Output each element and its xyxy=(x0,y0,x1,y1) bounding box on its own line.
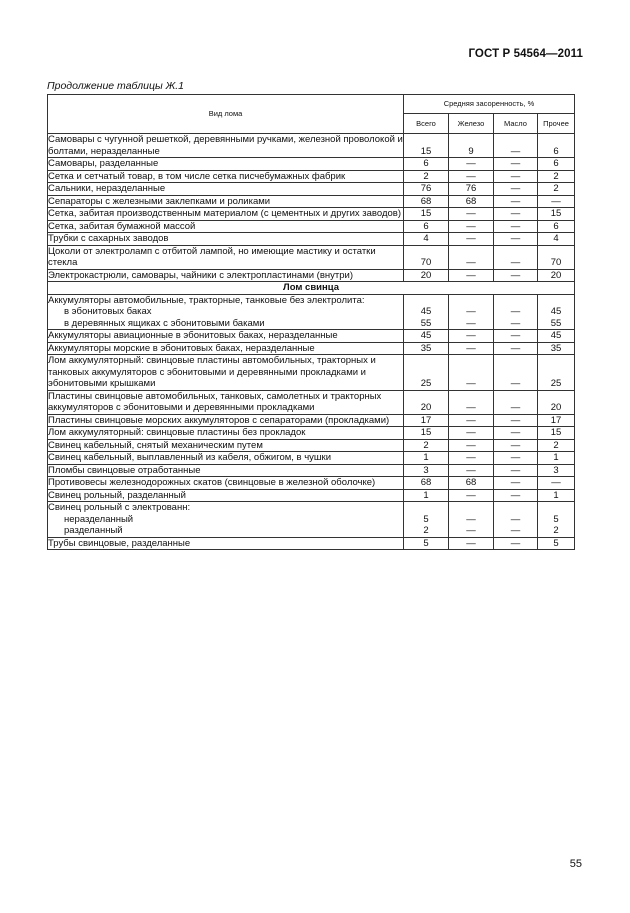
table-row xyxy=(48,245,575,269)
cell-oil: — xyxy=(494,342,538,355)
row-name xyxy=(48,294,404,330)
row-name: Противовесы железнодорожных скатов (свинцовые в железной оболочке) xyxy=(48,477,404,490)
document-code: ГОСТ Р 54564—2011 xyxy=(468,48,583,60)
table-row xyxy=(48,195,575,208)
row-subitem: разделанный xyxy=(64,525,123,536)
cell-other: 4 xyxy=(538,233,575,246)
table-row xyxy=(48,220,575,233)
row-name: Лом аккумуляторный: свинцовые пластины автомобильных, тракторных и танковых аккумуляторов с эбонитовыми и деревянными прокладками и эбонитовыми крышками xyxy=(48,355,404,391)
cell-iron: — xyxy=(449,452,494,465)
row-name: Лом аккумуляторный: свинцовые пластины без прокладок xyxy=(48,427,404,440)
cell-total: 45 xyxy=(404,330,449,343)
cell-other: 3 xyxy=(538,464,575,477)
header-iron: Железо xyxy=(449,114,494,134)
cell-oil: — xyxy=(494,183,538,196)
cell-total: 20 xyxy=(404,269,449,282)
row-title: Аккумуляторы автомобильные, тракторные, танковые без электролита: xyxy=(48,294,365,306)
table-row xyxy=(48,170,575,183)
table-row xyxy=(48,439,575,452)
table-caption: Продолжение таблицы Ж.1 xyxy=(47,80,184,92)
row-subitem: в эбонитовых баках xyxy=(64,306,152,317)
table-row xyxy=(48,342,575,355)
row-title: Свинец рольный с электрованн: xyxy=(48,502,191,513)
table-row xyxy=(48,489,575,502)
row-name: Самовары с чугунной решеткой, деревянными ручками, железной проволокой и болтами, неразделанные xyxy=(48,134,403,157)
cell-iron: — xyxy=(449,342,494,355)
row-name: Свинец рольный, разделанный xyxy=(48,489,404,502)
cell-other: 70 xyxy=(538,245,575,269)
table-row xyxy=(48,269,575,282)
cell-oil: — xyxy=(494,208,538,221)
cell-other: 17 xyxy=(538,414,575,427)
header-total: Всего xyxy=(404,114,449,134)
row-name: Пластины свинцовые морских аккумуляторов с сепараторами (прокладками) xyxy=(48,414,404,427)
row-name: Аккумуляторы морские в эбонитовых баках, неразделанные xyxy=(48,342,404,355)
cell-iron: — xyxy=(449,355,494,391)
table-row xyxy=(48,427,575,440)
row-name: Сепараторы с железными заклепками и роликами xyxy=(48,195,404,208)
cell-oil: — xyxy=(494,245,538,269)
cell-iron: — xyxy=(449,233,494,246)
cell-total: 15 xyxy=(404,134,449,158)
cell-total: 45 55 xyxy=(404,294,449,330)
cell-total: 3 xyxy=(404,464,449,477)
cell-other: 6 xyxy=(538,220,575,233)
cell-other: 15 xyxy=(538,427,575,440)
cell-oil: — xyxy=(494,477,538,490)
cell-total: 35 xyxy=(404,342,449,355)
cell-iron: — xyxy=(449,245,494,269)
section-lead-scrap: Лом свинца xyxy=(48,282,575,295)
table-row xyxy=(48,208,575,221)
cell-total: 4 xyxy=(404,233,449,246)
contamination-table xyxy=(47,94,575,550)
table-row xyxy=(48,537,575,550)
cell-other: 1 xyxy=(538,489,575,502)
row-name xyxy=(48,502,404,538)
row-name: Цоколи от электроламп с отбитой лампой, но имеющие мастику и остатки стекла xyxy=(48,245,404,269)
cell-total: 2 xyxy=(404,439,449,452)
cell-other: 45 55 xyxy=(538,294,575,330)
cell-other: 25 xyxy=(538,355,575,391)
cell-oil: — — xyxy=(494,294,538,330)
cell-other: 1 xyxy=(538,452,575,465)
cell-oil: — xyxy=(494,170,538,183)
cell-other: 5 2 xyxy=(538,502,575,538)
cell-iron: — xyxy=(449,390,494,414)
row-name: Сетка, забитая бумажной массой xyxy=(48,220,404,233)
cell-other: 35 xyxy=(538,342,575,355)
row-name: Трубы свинцовые, разделанные xyxy=(48,537,404,550)
cell-iron: — xyxy=(449,414,494,427)
cell-iron: — xyxy=(449,439,494,452)
row-subitem: в деревянных ящиках с эбонитовыми баками xyxy=(64,317,265,329)
cell-total: 70 xyxy=(404,245,449,269)
header-avg-contamination: Средняя засоренность, % xyxy=(404,95,575,114)
header-scrap-type: Вид лома xyxy=(48,95,404,134)
table-row xyxy=(48,452,575,465)
cell-other: 2 xyxy=(538,439,575,452)
cell-oil: — — xyxy=(494,502,538,538)
cell-oil: — xyxy=(494,464,538,477)
cell-iron: — — xyxy=(449,294,494,330)
row-name: Аккумуляторы авиационные в эбонитовых баках, неразделанные xyxy=(48,330,404,343)
page-number: 55 xyxy=(569,858,582,870)
cell-total: 2 xyxy=(404,170,449,183)
cell-iron: — xyxy=(449,208,494,221)
cell-iron: 68 xyxy=(449,195,494,208)
cell-oil: — xyxy=(494,233,538,246)
row-name: Сетка и сетчатый товар, в том числе сетка писчебумажных фабрик xyxy=(48,170,404,183)
table-row xyxy=(48,464,575,477)
header-other: Прочее xyxy=(538,114,575,134)
cell-total: 25 xyxy=(404,355,449,391)
cell-total: 6 xyxy=(404,220,449,233)
cell-total: 6 xyxy=(404,158,449,171)
section-row xyxy=(48,282,575,295)
cell-iron: — xyxy=(449,427,494,440)
table-row xyxy=(48,355,575,391)
cell-other: 5 xyxy=(538,537,575,550)
cell-oil: — xyxy=(494,489,538,502)
header-oil: Масло xyxy=(494,114,538,134)
cell-total: 1 xyxy=(404,452,449,465)
cell-other: 20 xyxy=(538,269,575,282)
row-name: Свинец кабельный, выплавленный из кабеля, обжигом, в чушки xyxy=(48,452,404,465)
cell-oil: — xyxy=(494,452,538,465)
table-row xyxy=(48,330,575,343)
table-row xyxy=(48,414,575,427)
cell-total: 15 xyxy=(404,208,449,221)
row-name: Пластины свинцовые автомобильных, танковых, самолетных и тракторных аккумуляторов с эбонитовыми и деревянными прокладками xyxy=(48,390,404,414)
cell-total: 5 xyxy=(404,537,449,550)
table-row xyxy=(48,502,575,538)
cell-iron: 68 xyxy=(449,477,494,490)
cell-oil: — xyxy=(494,390,538,414)
cell-iron: — xyxy=(449,170,494,183)
cell-oil: — xyxy=(494,158,538,171)
cell-total: 20 xyxy=(404,390,449,414)
cell-total: 1 xyxy=(404,489,449,502)
cell-oil: — xyxy=(494,355,538,391)
cell-other: 6 xyxy=(538,134,575,158)
table-row xyxy=(48,233,575,246)
cell-iron: 76 xyxy=(449,183,494,196)
cell-oil: — xyxy=(494,220,538,233)
table-row xyxy=(48,134,575,158)
cell-iron: — xyxy=(449,537,494,550)
cell-other: 6 xyxy=(538,158,575,171)
cell-iron: 9 xyxy=(449,134,494,158)
row-name: Электрокастрюли, самовары, чайники с электропластинами (внутри) xyxy=(48,269,404,282)
row-name: Свинец кабельный, снятый механическим путем xyxy=(48,439,404,452)
cell-total: 68 xyxy=(404,477,449,490)
cell-oil: — xyxy=(494,134,538,158)
cell-oil: — xyxy=(494,439,538,452)
cell-total: 76 xyxy=(404,183,449,196)
cell-other: 20 xyxy=(538,390,575,414)
cell-other: 2 xyxy=(538,170,575,183)
cell-iron: — xyxy=(449,330,494,343)
cell-total: 15 xyxy=(404,427,449,440)
row-name: Сальники, неразделанные xyxy=(48,183,404,196)
table-row xyxy=(48,183,575,196)
cell-oil: — xyxy=(494,330,538,343)
cell-other: 45 xyxy=(538,330,575,343)
table-row xyxy=(48,477,575,490)
cell-other: — xyxy=(538,195,575,208)
table-row xyxy=(48,158,575,171)
table-row xyxy=(48,294,575,330)
cell-total: 5 2 xyxy=(404,502,449,538)
cell-other: 15 xyxy=(538,208,575,221)
cell-oil: — xyxy=(494,537,538,550)
row-name: Сетка, забитая производственным материалом (с цементных и других заводов) xyxy=(48,208,404,221)
cell-other: — xyxy=(538,477,575,490)
cell-total: 17 xyxy=(404,414,449,427)
cell-iron: — — xyxy=(449,502,494,538)
cell-iron: — xyxy=(449,464,494,477)
cell-oil: — xyxy=(494,427,538,440)
cell-other: 2 xyxy=(538,183,575,196)
cell-iron: — xyxy=(449,269,494,282)
row-name: Пломбы свинцовые отработанные xyxy=(48,464,404,477)
cell-oil: — xyxy=(494,269,538,282)
cell-oil: — xyxy=(494,414,538,427)
cell-iron: — xyxy=(449,158,494,171)
cell-iron: — xyxy=(449,489,494,502)
row-subitem: неразделанный xyxy=(64,513,134,525)
row-name: Трубки с сахарных заводов xyxy=(48,233,404,246)
cell-oil: — xyxy=(494,195,538,208)
row-name: Самовары, разделанные xyxy=(48,158,404,171)
cell-total: 68 xyxy=(404,195,449,208)
table-row xyxy=(48,390,575,414)
cell-iron: — xyxy=(449,220,494,233)
